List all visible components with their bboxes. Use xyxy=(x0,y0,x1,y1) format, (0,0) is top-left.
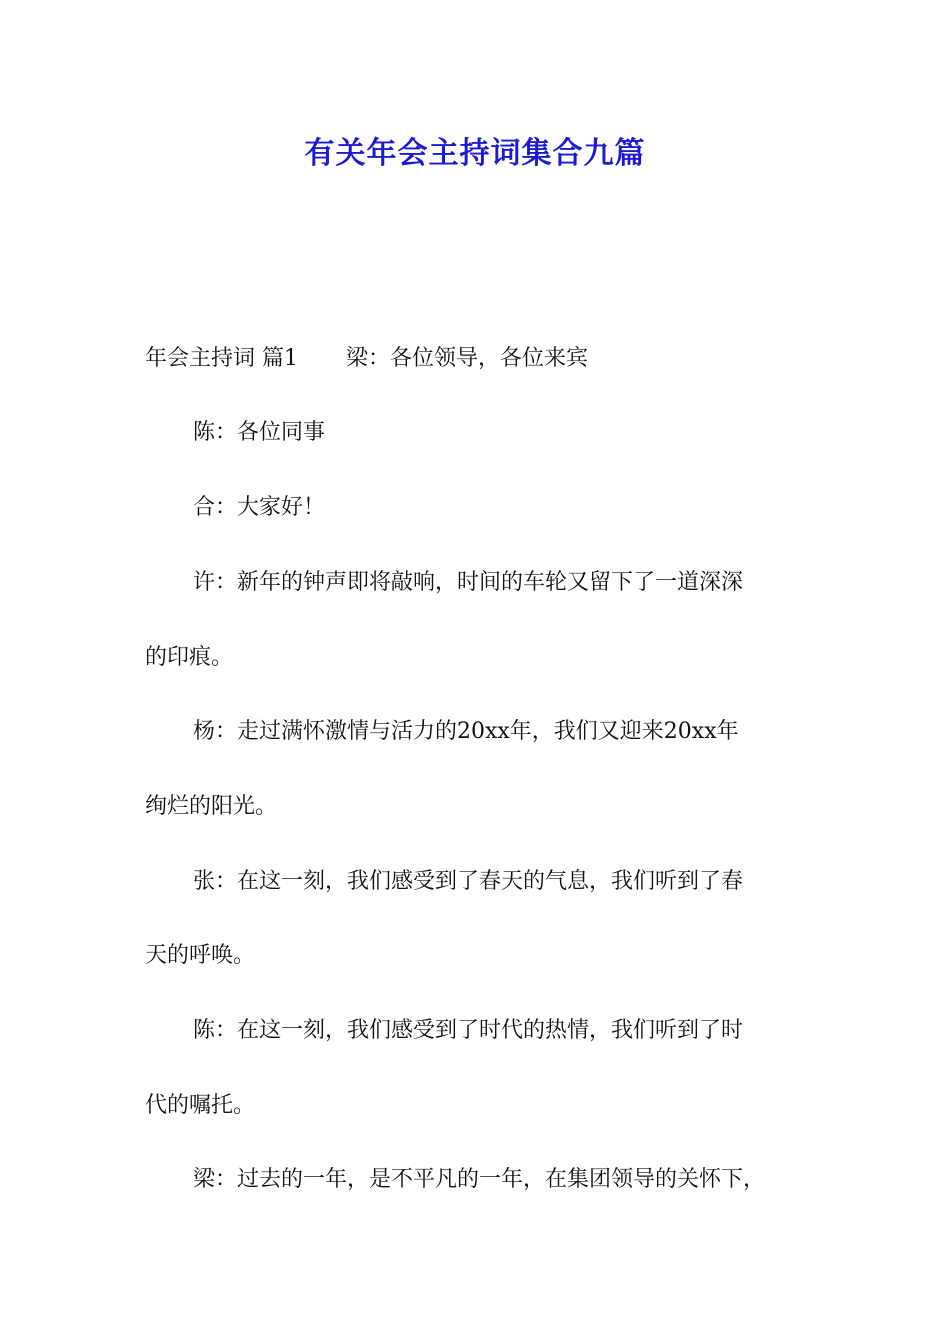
speech-text: 梁：各位领导，各位来宾 xyxy=(346,346,589,371)
paragraph-line: 张：在这一刻，我们感受到了春天的气息，我们听到了春 xyxy=(193,869,744,894)
paragraph-line: 梁：过去的一年，是不平凡的一年，在集团领导的关怀下， xyxy=(193,1167,766,1192)
section-first-line xyxy=(145,344,588,374)
paragraph-line: 代的嘱托。 xyxy=(145,1093,256,1118)
document-title: 有关年会主持词集合九篇 xyxy=(304,136,646,171)
paragraph-line: 杨：走过满怀激情与活力的20xx年，我们又迎来20xx年 xyxy=(193,719,739,744)
paragraph-line: 许：新年的钟声即将敲响，时间的车轮又留下了一道深深 xyxy=(193,570,744,595)
paragraph-line: 的印痕。 xyxy=(145,645,234,670)
paragraph-line: 陈：各位同事 xyxy=(193,420,326,445)
paragraph-line: 陈：在这一刻，我们感受到了时代的热情，我们听到了时 xyxy=(193,1018,744,1043)
paragraph-line: 绚烂的阳光。 xyxy=(145,794,278,819)
section-heading: 年会主持词 篇1 xyxy=(145,346,298,371)
paragraph-line: 天的呼唤。 xyxy=(145,943,256,968)
paragraph-line: 合：大家好！ xyxy=(193,495,326,520)
